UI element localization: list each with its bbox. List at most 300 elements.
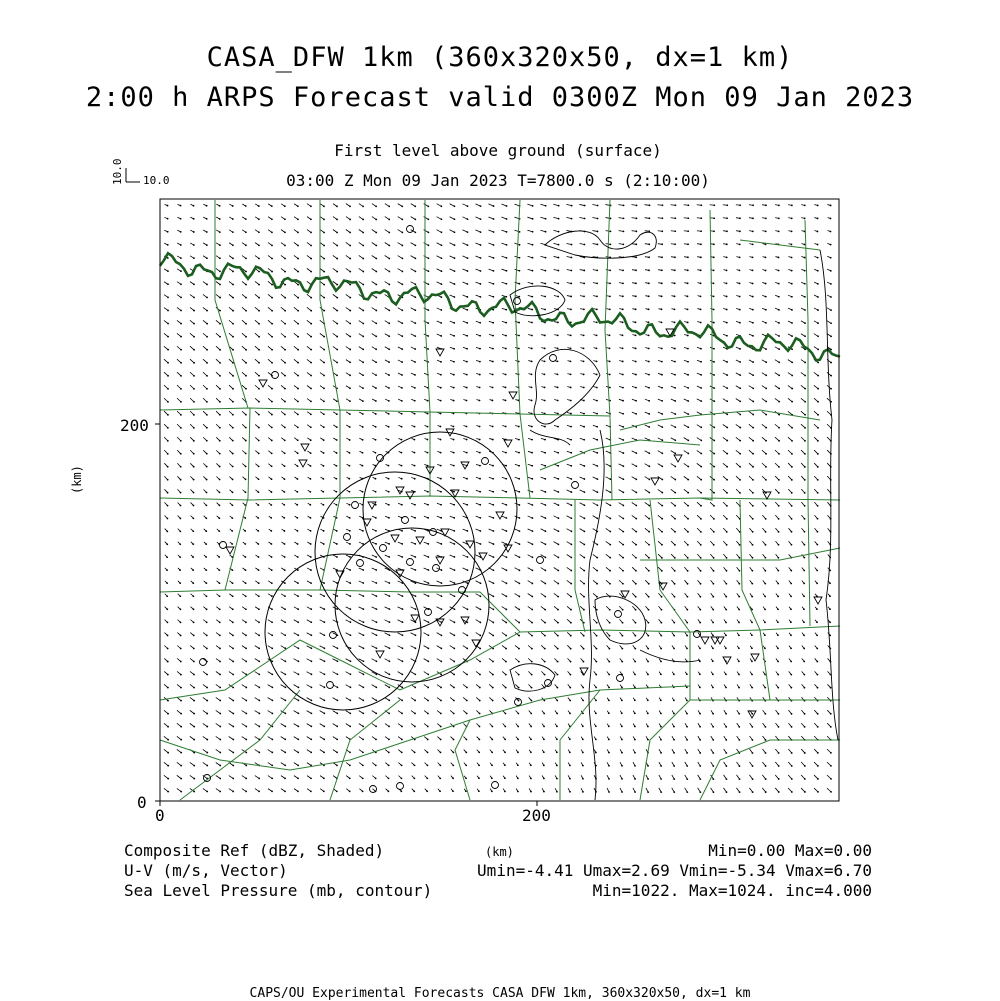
wind-vector-head [401,465,403,467]
wind-vector-head [726,453,728,455]
wind-vector-head [752,361,754,363]
wind-vector-head [180,323,182,325]
wind-vector-head [271,582,273,584]
wind-vector-head [634,635,636,637]
wind-vector-head [349,310,351,312]
wind-vector-head [557,360,559,362]
wind-vector-head [245,478,247,480]
wind-vector-head [532,205,534,207]
wind-vector-head [454,270,456,272]
wind-vector-head [441,582,443,584]
wind-vector-head [232,791,234,793]
wind-vector-head [764,647,766,649]
wind-vector-head [713,505,715,507]
wind-vector-head [791,765,793,767]
wind-vector-head [505,635,507,637]
wind-vector-head [180,336,182,338]
wind-vector-head [440,400,442,402]
wind-vector-head [219,726,221,728]
wind-vector-head [583,334,585,336]
wind-vector-head [323,608,325,610]
wind-vector-head [479,348,481,350]
wind-vector-head [245,375,247,377]
wind-vector-head [349,219,351,221]
wind-vector-head [570,296,572,298]
wind-vector-head [414,765,416,767]
wind-vector-head [726,518,728,520]
wind-vector-head [258,375,260,377]
wind-vector-head [816,570,818,572]
wind-vector-head [804,244,806,246]
wind-vector-head [232,271,234,273]
wind-vector-head [661,557,663,559]
wind-vector-head [180,401,182,403]
wind-vector-head [765,361,767,363]
wind-vector-head [375,699,377,701]
wind-vector-head [336,284,338,286]
wind-vector-head [570,426,572,428]
wind-vector-head [271,401,273,403]
wind-vector-head [713,427,715,429]
wind-vector-head [388,271,390,273]
wind-vector-head [505,465,507,467]
wind-vector-head [467,270,469,272]
wind-vector-head [309,491,311,493]
wind-vector-head [479,322,481,324]
wind-vector-head [738,583,740,585]
wind-vector-head [180,205,182,207]
wind-vector-head [557,622,559,624]
wind-vector-head [245,700,247,702]
legend-field3-stats: Min=1022. Max=1024. inc=4.000 [593,881,872,900]
wind-vector-head [440,309,442,311]
wind-vector-head [245,427,247,429]
station-circle [615,611,622,618]
wind-vector-head [778,270,780,272]
wind-vector-head [570,504,572,506]
wind-vector-head [570,465,572,467]
wind-vector-head [531,348,533,350]
wind-vector-head [803,595,805,597]
wind-vector-head [518,609,520,611]
wind-vector-head [219,713,221,715]
wind-vector-head [414,322,416,324]
wind-vector-head [193,505,195,507]
wind-vector-head [479,635,481,637]
wind-vector-head [803,621,805,623]
wind-vector-head [336,595,338,597]
wind-vector-head [467,257,469,259]
wind-vector-head [817,531,819,533]
wind-vector-head [388,465,390,467]
wind-vector-head [583,283,585,285]
wind-vector-head [636,217,638,219]
wind-vector-head [661,295,663,297]
wind-vector-head [388,556,390,558]
station-triangle [504,440,512,447]
wind-vector-head [519,257,521,259]
wind-vector-head [778,401,780,403]
wind-vector-head [375,348,377,350]
wind-vector-head [310,647,312,649]
wind-vector-head [791,388,793,390]
wind-vector-head [258,634,260,636]
wind-vector-head [504,764,506,766]
wind-vector-head [362,374,364,376]
wind-vector-head [634,699,636,701]
wind-vector-head [363,673,365,675]
wind-vector-head [401,413,403,415]
wind-vector-head [297,310,299,312]
wind-vector-head [544,426,546,428]
wind-vector-head [388,219,390,221]
wind-vector-head [557,283,559,285]
wind-vector-head [193,635,195,637]
wind-vector-head [193,765,195,767]
wind-vector-head [427,322,429,324]
wind-vector-head [765,374,767,376]
wind-vector-head [349,387,351,389]
wind-vector-head [739,492,741,494]
wind-vector-head [218,530,220,532]
wind-vector-head [661,479,663,481]
wind-vector-head [817,375,819,377]
wind-vector-head [219,778,221,780]
wind-vector-head [362,245,364,247]
wind-vector-head [401,361,403,363]
wind-vector-head [362,752,364,754]
wind-vector-head [545,205,547,207]
wind-vector-head [363,647,365,649]
wind-vector-head [336,452,338,454]
wind-vector-head [570,283,572,285]
station-triangle [259,380,267,387]
wind-vector-head [596,609,598,611]
wind-vector-head [583,596,585,598]
wind-vector-head [284,556,286,558]
wind-vector-head [596,321,598,323]
wind-vector-head [323,647,325,649]
wind-vector-head [453,543,455,545]
wind-vector-head [777,661,779,663]
wind-vector-head [582,687,584,689]
station-circle [200,659,207,666]
wind-vector-head [167,778,169,780]
wind-vector-head [232,674,234,676]
wind-vector-head [479,608,481,610]
wind-vector-head [180,283,182,285]
wind-vector-head [532,244,534,246]
wind-vector-head [271,205,273,207]
wind-vector-head [428,621,430,623]
wind-vector-head [518,596,520,598]
wind-vector-head [817,270,819,272]
wind-vector-head [739,557,741,559]
wind-vector-head [349,608,351,610]
wind-vector-head [492,478,494,480]
wind-vector-head [284,284,286,286]
wind-vector-head [271,284,273,286]
wind-vector-head [323,530,325,532]
wind-vector-head [661,426,663,428]
wind-vector-head [284,725,286,727]
wind-vector-head [427,205,429,207]
wind-vector-head [258,401,260,403]
wind-vector-head [401,374,403,376]
wind-vector-head [492,674,494,676]
wind-vector-head [739,269,741,271]
wind-vector-head [349,374,351,376]
wind-vector-head [687,479,689,481]
wind-vector-head [388,543,390,545]
wind-vector-head [414,244,416,246]
wind-vector-head [557,465,559,467]
wind-vector-head [297,271,299,273]
wind-vector-head [648,596,650,598]
wind-vector-head [479,726,481,728]
wind-vector-head [167,231,169,233]
wind-vector-head [791,726,793,728]
wind-vector-head [362,608,364,610]
wind-vector-head [570,648,572,650]
wind-vector-head [660,726,662,728]
wind-vector-head [543,726,545,728]
wind-vector-head [686,778,688,780]
wind-vector-head [622,609,624,611]
wind-vector-head [622,570,624,572]
wind-vector-head [570,452,572,454]
wind-vector-head [440,205,442,207]
wind-vector-head [206,427,208,429]
wind-vector-head [297,258,299,260]
wind-vector-head [583,400,585,402]
wind-vector-head [388,348,390,350]
wind-vector-head [337,647,339,649]
wind-vector-head [648,544,650,546]
wind-vector-head [791,544,793,546]
wind-vector-head [414,387,416,389]
wind-vector-head [739,374,741,376]
wind-vector-head [479,622,481,624]
wind-vector-head [206,349,208,351]
wind-vector-head [193,349,195,351]
wind-vector-head [453,361,455,363]
wind-vector-head [389,595,391,597]
wind-vector-head [751,660,753,662]
wind-vector-head [751,687,753,689]
wind-vector-head [375,258,377,260]
wind-vector-head [518,674,520,676]
wind-vector-head [699,752,701,754]
wind-vector-head [557,400,559,402]
wind-vector-head [726,387,728,389]
wind-vector-head [558,244,560,246]
wind-vector-head [803,634,805,636]
wind-vector-head [427,465,429,467]
wind-vector-head [804,322,806,324]
wind-vector-head [258,491,260,493]
wind-vector-head [725,647,727,649]
wind-vector-head [791,283,793,285]
wind-vector-head [491,764,493,766]
wind-vector-head [401,400,403,402]
wind-vector-head [699,622,701,624]
wind-vector-head [349,569,351,571]
wind-vector-head [712,765,714,767]
wind-vector-head [635,308,637,310]
wind-vector-head [725,609,727,611]
wind-vector-head [453,400,455,402]
wind-vector-head [427,687,429,689]
wind-vector-head [519,270,521,272]
wind-vector-head [804,752,806,754]
wind-vector-head [349,426,351,428]
wind-vector-head [817,479,819,481]
wind-vector-head [414,296,416,298]
wind-vector-head [232,491,234,493]
wind-vector-head [687,453,689,455]
wind-vector-head [544,400,546,402]
wind-vector-head [765,479,767,481]
wind-vector-head [388,361,390,363]
wind-vector-head [804,414,806,416]
wind-vector-head [232,231,234,233]
station-triangle [416,537,424,544]
wind-vector-head [180,621,182,623]
wind-vector-head [778,414,780,416]
wind-vector-head [258,440,260,442]
wind-vector-head [466,348,468,350]
wind-vector-head [402,595,404,597]
wind-vector-head [686,686,688,688]
wind-vector-head [686,765,688,767]
wind-vector-head [479,387,481,389]
wind-vector-head [258,205,260,207]
wind-vector-head [258,362,260,364]
wind-vector-head [596,347,598,349]
wind-vector-head [648,334,650,336]
wind-vector-head [493,244,495,246]
wind-vector-head [219,375,221,377]
wind-vector-head [570,360,572,362]
wind-vector-head [310,712,312,714]
wind-vector-head [686,752,688,754]
wind-vector-head [388,232,390,234]
wind-vector-head [687,308,689,310]
wind-vector-head [479,517,481,519]
wind-vector-head [375,219,377,221]
station-triangle [368,502,376,509]
wind-vector-head [635,334,637,336]
wind-vector-head [375,361,377,363]
wind-vector-head [492,400,494,402]
wind-vector-head [674,466,676,468]
wind-vector-head [661,413,663,415]
wind-vector-head [608,674,610,676]
wind-vector-head [493,257,495,259]
wind-vector-head [258,310,260,312]
wind-vector-head [700,492,702,494]
wind-vector-head [362,413,364,415]
wind-vector-head [713,374,715,376]
wind-vector-head [622,295,624,297]
wind-vector-head [492,661,494,663]
wind-vector-head [791,309,793,311]
wind-vector-head [596,635,598,637]
wind-vector-head [738,647,740,649]
wind-vector-head [791,453,793,455]
wind-vector-head [830,283,832,285]
wind-vector-head [726,440,728,442]
wind-vector-head [323,426,325,428]
wind-vector-head [570,334,572,336]
wind-vector-head [687,439,689,441]
wind-vector-head [791,713,793,715]
wind-vector-head [232,388,234,390]
wind-vector-head [232,414,234,416]
wind-vector-head [427,504,429,506]
wind-vector-head [777,596,779,598]
wind-vector-head [375,686,377,688]
wind-vector-head [765,322,767,324]
wind-vector-head [531,452,533,454]
wind-vector-head [596,570,598,572]
wind-vector-head [453,687,455,689]
wind-vector-head [661,282,663,284]
wind-vector-head [713,361,715,363]
wind-vector-head [791,492,793,494]
wind-vector-head [427,335,429,337]
wind-vector-head [595,752,597,754]
wind-vector-head [402,608,404,610]
wind-vector-head [167,244,169,246]
wind-vector-head [388,322,390,324]
wind-vector-head [531,635,533,637]
wind-vector-head [232,349,234,351]
wind-vector-head [336,362,338,364]
wind-vector-head [245,621,247,623]
wind-vector-head [206,504,208,506]
wind-vector-head [375,439,377,441]
station-triangle [496,512,504,519]
wind-vector-head [830,375,832,377]
wind-vector-head [258,258,260,260]
wind-vector-head [478,777,480,779]
wind-vector-head [414,361,416,363]
wind-vector-head [167,518,169,520]
wind-vector-head [661,243,663,245]
wind-vector-head [466,361,468,363]
wind-vector-head [336,400,338,402]
wind-vector-head [361,465,363,467]
wind-vector-head [492,426,494,428]
wind-vector-head [349,361,351,363]
wind-vector-head [623,230,625,232]
wind-vector-head [271,362,273,364]
wind-vector-head [232,621,234,623]
ref-vector-label: 10.0 [143,174,170,187]
wind-vector-head [700,479,702,481]
wind-vector-head [232,401,234,403]
wind-vector-head [532,218,534,220]
wind-vector-head [636,204,638,206]
wind-vector-head [193,466,195,468]
wind-vector-head [193,739,195,741]
wind-vector-head [362,569,364,571]
wind-vector-head [504,791,506,793]
wind-vector-head [609,347,611,349]
wind-vector-head [674,479,676,481]
